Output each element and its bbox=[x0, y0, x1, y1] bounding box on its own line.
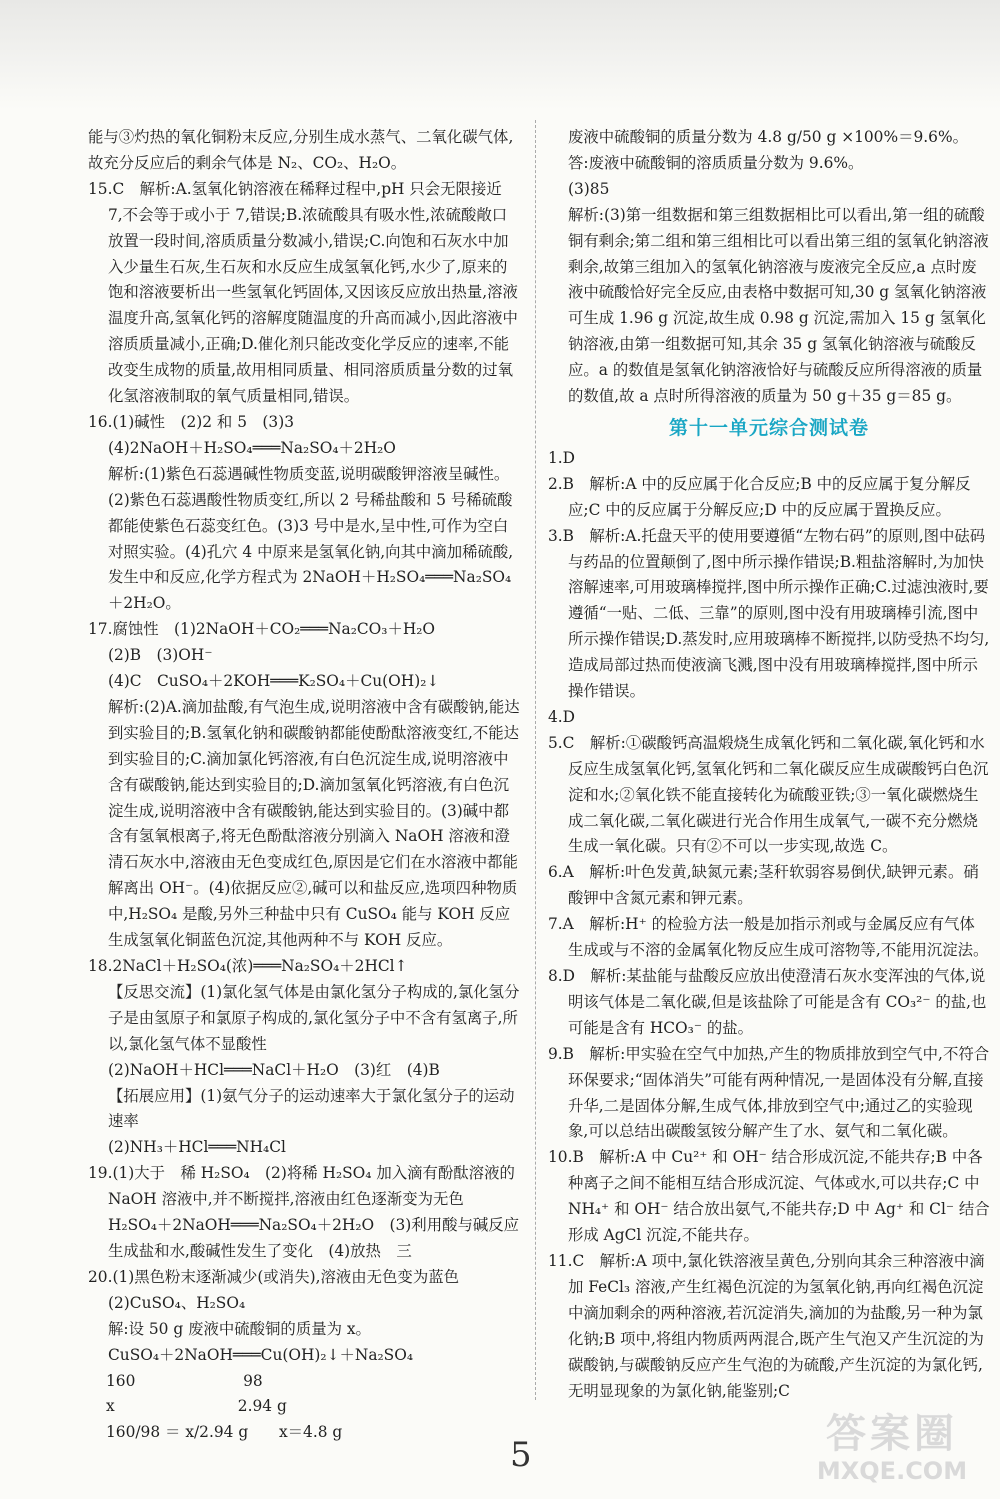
column-divider bbox=[535, 120, 536, 1400]
answer-item: 3.B 解析:A.托盘天平的使用要遵循“左物右码”的原则,图中砝码与药品的位置颠倒了,图中所示操作错误;B.粗盐溶解时,为加快溶解速率,可用玻璃棒搅拌,图中所示操作正确;C.过滤浊液时,要遵循“一贴、二低、三靠”的原则,图中没有用玻璃棒引流,图中所示操作错误;D.蒸发时,应用玻璃棒不断搅拌,以防受热不均匀,造成局部过热而使液滴飞溅,图中没有用玻璃棒搅拌,图中所示操作错误。 bbox=[548, 526, 990, 701]
answer-text: 解析:(3)第一组数据和第三组数据相比可以看出,第一组的硫酸铜有剩余;第二组和第三组相比可以看出第三组的氢氧化钠溶液剩余,故第三组加入的氢氧化钠溶液与废液完全反应,a 点时废液中硫酸恰好完全反应,由表格中数据可知,30 g 氢氧化钠溶液可生成 1.96 g 沉淀,故生成 0.98 g 沉淀,需加入 15 g 氢氧化钠溶液,由第一组数据可知,其余 35 g 氢氧化钠溶液与硫酸反应。a 的数值是氢氧化钠溶液恰好与硫酸反应所得溶液的质量的数值,故 a 点时所得溶液的质量为 50 g＋35 g＝85 g。 bbox=[568, 205, 989, 406]
answer-item: 5.C 解析:①碳酸钙高温煅烧生成氧化钙和二氧化碳,氧化钙和水反应生成氢氧化钙,氢氧化钙和二氧化碳反应生成碳酸钙白色沉淀和水;②氧化铁不能直接转化为硫酸亚铁;③一氧化碳燃烧生成二氧化碳,二氧化碳进行光合作用生成氧气,一碳不充分燃烧生成一氧化碳。只有②不可以一步实现,故选 C。 bbox=[548, 733, 989, 856]
left-column bbox=[88, 125, 520, 1446]
watermark-title: 答案圈 bbox=[826, 1411, 958, 1457]
answer-text: (2)NaOH＋HCl═══NaCl＋H₂O (3)红 (4)B bbox=[108, 1060, 440, 1079]
answer-text: (4)2NaOH＋H₂SO₄═══Na₂SO₄＋2H₂O bbox=[108, 438, 396, 457]
answer-item: 10.B 解析:A 中 Cu²⁺ 和 OH⁻ 结合形成沉淀,不能共存;B 中各种离子之间不能相互结合形成沉淀、气体或水,可以共存;C 中 NH₄⁺ 和 OH⁻ 结合放出氨气,不能共存;D 中 Ag⁺ 和 Cl⁻ 结合形成 AgCl 沉淀,不能共存。 bbox=[548, 1148, 990, 1245]
right-column bbox=[548, 125, 990, 1404]
answer-item: 6.A 解析:叶色发黄,缺氮元素;茎秆软弱容易倒伏,缺钾元素。硝酸钾中含氮元素和钾元素。 bbox=[548, 863, 979, 908]
answer-item: 7.A 解析:H⁺ 的检验方法一般是加指示剂或与金属反应有气体生成或与不溶的金属氧化物反应生成可溶物等,不能用沉淀法。 bbox=[548, 915, 989, 960]
answer-item: 20.(1)黑色粉末逐渐减少(或消失),溶液由无色变为蓝色 bbox=[88, 1267, 459, 1286]
answer-text: (4)C CuSO₄＋2KOH═══K₂SO₄＋Cu(OH)₂↓ bbox=[108, 672, 440, 691]
answer-text: x 2.94 g bbox=[106, 1397, 287, 1416]
answer-item: 19.(1)大于 稀 H₂SO₄ (2)将稀 H₂SO₄ 加入滴有酚酞溶液的 NaOH 溶液中,并不断搅拌,溶液由红色逐渐变为无色 H₂SO₄＋2NaOH═══Na₂SO₄＋2H₂O (3)利用酸与碱反应生成盐和水,酸碱性发生了变化 (4)放热 三 bbox=[88, 1164, 520, 1260]
answer-item: 11.C 解析:A 项中,氯化铁溶液呈黄色,分别向其余三种溶液中滴加 FeCl₃ 溶液,产生红褐色沉淀的为氢氧化钠,再向红褐色沉淀中滴加剩余的两种溶液,若沉淀消失,滴加的为盐酸,另一种为氯化钠;B 项中,将组内物质两两混合,既产生气泡又产生沉淀的为碳酸钠,与碳酸钠反应产生气泡的为硫酸,产生沉淀的为氯化钙,无明显现象的为氯化钠,能鉴别;C bbox=[548, 1251, 985, 1400]
section-title: 第十一单元综合测试卷 bbox=[668, 416, 869, 439]
answer-text: 能与③灼热的氧化铜粉末反应,分别生成水蒸气、二氧化碳气体,故充分反应后的剩余气体是 N₂、CO₂、H₂O。 bbox=[88, 128, 514, 172]
watermark-logo bbox=[792, 1411, 992, 1491]
answer-item: 8.D 解析:某盐能与盐酸反应放出使澄清石灰水变浑浊的气体,说明该气体是二氧化碳,但是该盐除了可能是含有 CO₃²⁻ 的盐,也可能是含有 HCO₃⁻ 的盐。 bbox=[548, 967, 987, 1037]
answer-item: 18.2NaCl＋H₂SO₄(浓)═══Na₂SO₄＋2HCl↑ bbox=[88, 957, 408, 975]
answer-item: 15.C 解析:A.氢氧化钠溶液在稀释过程中,pH 只会无限接近 7,不会等于或小于 7,错误;B.浓硫酸具有吸水性,浓硫酸敞口放置一段时间,溶质质量分数减小,错误;C.向饱和石灰水中加入少量生石灰,生石灰和水反应生成氢氧化钙,水少了,原来的饱和溶液要析出一些氢氧化钙固体,又因该反应放出热量,溶液温度升高,氢氧化钙的溶解度随温度的升高而减小,因此溶液中溶质质量减小,正确;D.催化剂只能改变化学反应的速率,不能改变生成物的质量,故用相同质量、相同溶质质量分数的过氧化氢溶液制取的氧气质量相同,错误。 bbox=[88, 179, 518, 406]
answer-text: 解析:(1)紫色石蕊遇碱性物质变蓝,说明碳酸钾溶液呈碱性。(2)紫色石蕊遇酸性物质变红,所以 2 号稀盐酸和 5 号稀硫酸都能使紫色石蕊变红色。(3)3 号中是水,呈中性,可作为空白对照实验。(4)孔穴 4 中原来是氢氧化钠,向其中滴加稀硫酸,发生中和反应,化学方程式为 2NaOH＋H₂SO₄═══Na₂SO₄＋2H₂O。 bbox=[108, 464, 514, 613]
answer-text: 【拓展应用】(1)氨气分子的运动速率大于氯化氢分子的运动速率 bbox=[108, 1086, 515, 1131]
answer-item: 4.D bbox=[548, 707, 576, 726]
answer-text: (2)B (3)OH⁻ bbox=[108, 646, 213, 665]
answer-text: (3)85 bbox=[568, 179, 610, 198]
answer-text: 解:设 50 g 废液中硫酸铜的质量为 x。 bbox=[108, 1319, 371, 1338]
page-number: 5 bbox=[510, 1435, 532, 1475]
answer-item: 16.(1)碱性 (2)2 和 5 (3)3 bbox=[88, 412, 294, 431]
scan-shadow bbox=[0, 0, 1000, 110]
answer-text: 答:废液中硫酸铜的溶质质量分数为 9.6%。 bbox=[568, 153, 864, 172]
answer-text: 废液中硫酸铜的质量分数为 4.8 g/50 g ×100%＝9.6%。 bbox=[568, 128, 968, 146]
answer-item: 2.B 解析:A 中的反应属于化合反应;B 中的反应属于复分解反应;C 中的反应属于分解反应;D 中的反应属于置换反应。 bbox=[548, 474, 971, 519]
watermark-url: MXQE.COM bbox=[816, 1457, 968, 1485]
answer-text: CuSO₄＋2NaOH═══Cu(OH)₂↓＋Na₂SO₄ bbox=[108, 1345, 414, 1364]
answer-text: (2)NH₃＋HCl═══NH₄Cl bbox=[108, 1138, 286, 1157]
answer-text: (2)CuSO₄、H₂SO₄ bbox=[108, 1293, 246, 1312]
answer-text: 【反思交流】(1)氯化氢气体是由氯化氢分子构成的,氯化氢分子是由氢原子和氯原子构成的,氯化氢分子中不含有氢离子,所以,氯化氢气体不显酸性 bbox=[108, 982, 520, 1053]
answer-text: 160 98 bbox=[106, 1371, 263, 1390]
answer-item: 17.腐蚀性 (1)2NaOH＋CO₂═══Na₂CO₃＋H₂O bbox=[88, 620, 436, 639]
answer-item: 1.D bbox=[548, 448, 576, 467]
answer-item: 9.B 解析:甲实验在空气中加热,产生的物质排放到空气中,不符合环保要求;“固体消失”可能有两种情况,一是固体没有分解,直接升华,二是固体分解,生成气体,排放到空气中;通过乙的实验现象,可以总结出碳酸氢铵分解产生了水、氨气和二氧化碳。 bbox=[548, 1044, 990, 1141]
answer-text: 解析:(2)A.滴加盐酸,有气泡生成,说明溶液中含有碳酸钠,能达到实验目的;B.氢氧化钠和碳酸钠都能使酚酞溶液变红,不能达到实验目的;C.滴加氯化钙溶液,有白色沉淀生成,说明溶液中含有碳酸钠,能达到实验目的;D.滴加氢氧化钙溶液,有白色沉淀生成,说明溶液中含有碳酸钠,能达到实验目的。(3)碱中都含有氢氧根离子,将无色酚酞溶液分别滴入 NaOH 溶液和澄清石灰水中,溶液由无色变成红色,原因是它们在水溶液中都能解离出 OH⁻。(4)依据反应②,碱可以和盐反应,选项四种物质中,H₂SO₄ 是酸,另外三种盐中只有 CuSO₄ 能与 KOH 反应生成氢氧化铜蓝色沉淀,其他两种不与 KOH 反应。 bbox=[108, 697, 520, 950]
answer-text: 160/98 ＝ x/2.94 g x＝4.8 g bbox=[106, 1423, 343, 1442]
